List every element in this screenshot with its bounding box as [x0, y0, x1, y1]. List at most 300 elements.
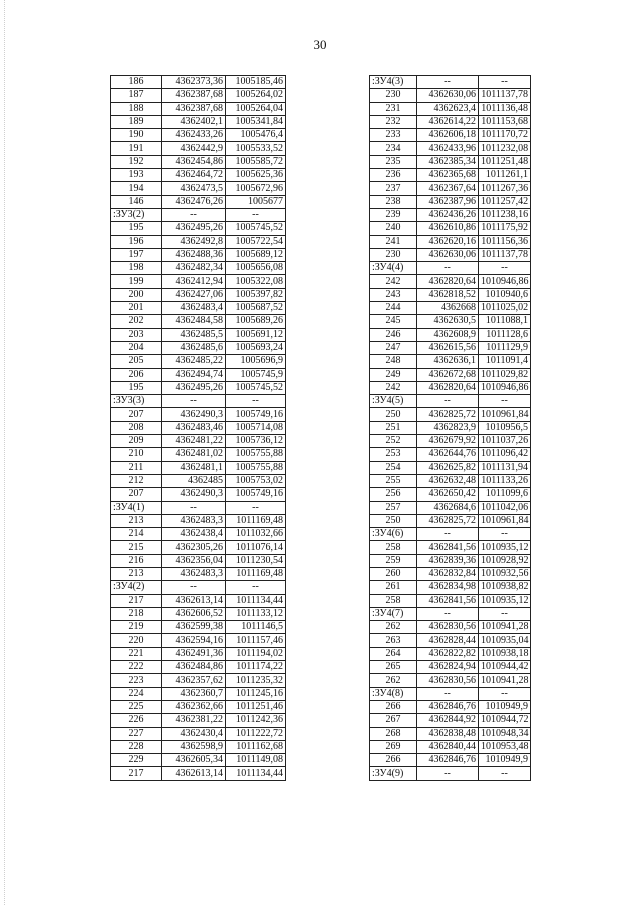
x-coordinate-cell: 4362828,44 [417, 634, 479, 647]
table-row [370, 435, 531, 448]
x-coordinate-cell: 4362484,58 [162, 315, 226, 328]
y-coordinate-cell: 1011169,48 [226, 567, 286, 580]
table-row [111, 89, 286, 102]
y-coordinate-cell: 1005397,82 [226, 288, 286, 301]
table-row [370, 621, 531, 634]
table-row [111, 488, 286, 501]
scan-edge-artifact [4, 0, 6, 905]
table-row [111, 754, 286, 767]
x-coordinate-cell: 4362485,5 [162, 328, 226, 341]
point-number-cell: :ЗУ4(7) [370, 607, 417, 620]
x-coordinate-cell: 4362483,4 [162, 302, 226, 315]
point-number-cell: 269 [370, 740, 417, 753]
x-coordinate-cell: 4362623,4 [417, 102, 479, 115]
x-coordinate-cell: 4362488,36 [162, 248, 226, 261]
x-coordinate-cell: 4362494,74 [162, 368, 226, 381]
table-row [111, 714, 286, 727]
point-number-cell: :ЗУ3(2) [111, 208, 162, 221]
table-row [111, 341, 286, 354]
x-coordinate-cell: 4362846,76 [417, 754, 479, 767]
y-coordinate-cell: 1011261,1 [479, 169, 531, 182]
table-row [111, 248, 286, 261]
y-coordinate-cell: 1011238,16 [479, 208, 531, 221]
y-coordinate-cell: -- [226, 501, 286, 514]
point-number-cell: 260 [370, 567, 417, 580]
table-row [370, 155, 531, 168]
y-coordinate-cell: 1010948,34 [479, 727, 531, 740]
point-number-cell: :ЗУ4(4) [370, 262, 417, 275]
table-row [111, 315, 286, 328]
x-coordinate-cell: 4362830,56 [417, 621, 479, 634]
x-coordinate-cell: 4362402,1 [162, 115, 226, 128]
point-number-cell: 232 [370, 115, 417, 128]
point-number-cell: 194 [111, 182, 162, 195]
point-number-cell: 237 [370, 182, 417, 195]
x-coordinate-cell: 4362846,76 [417, 700, 479, 713]
y-coordinate-cell: 1011257,42 [479, 195, 531, 208]
table-row [111, 169, 286, 182]
y-coordinate-cell: 1011156,36 [479, 235, 531, 248]
y-coordinate-cell: 1010944,72 [479, 714, 531, 727]
y-coordinate-cell: 1005745,52 [226, 381, 286, 394]
point-number-cell: 195 [111, 222, 162, 235]
y-coordinate-cell: 1011175,92 [479, 222, 531, 235]
y-coordinate-cell: 1010949,9 [479, 754, 531, 767]
point-number-cell: 250 [370, 408, 417, 421]
y-coordinate-cell: 1005749,16 [226, 488, 286, 501]
x-coordinate-cell: 4362841,56 [417, 541, 479, 554]
x-coordinate-cell: 4362387,68 [162, 102, 226, 115]
point-number-cell: 187 [111, 89, 162, 102]
x-coordinate-cell: 4362650,42 [417, 488, 479, 501]
table-row [370, 408, 531, 421]
y-coordinate-cell: 1010928,92 [479, 554, 531, 567]
x-coordinate-cell: 4362844,92 [417, 714, 479, 727]
table-section-row [111, 208, 286, 221]
y-coordinate-cell: 1011096,42 [479, 448, 531, 461]
x-coordinate-cell: 4362630,06 [417, 248, 479, 261]
point-number-cell: 262 [370, 621, 417, 634]
x-coordinate-cell: 4362615,56 [417, 341, 479, 354]
table-row [111, 767, 286, 780]
point-number-cell: 196 [111, 235, 162, 248]
y-coordinate-cell: 1011162,68 [226, 740, 286, 753]
y-coordinate-cell: 1005753,02 [226, 474, 286, 487]
x-coordinate-cell: 4362387,68 [162, 89, 226, 102]
table-row [370, 740, 531, 753]
table-row [111, 421, 286, 434]
table-row [111, 435, 286, 448]
x-coordinate-cell: 4362841,56 [417, 594, 479, 607]
table-row [370, 129, 531, 142]
x-coordinate-cell: 4362834,98 [417, 581, 479, 594]
point-number-cell: 247 [370, 341, 417, 354]
table-row [111, 554, 286, 567]
x-coordinate-cell: 4362644,76 [417, 448, 479, 461]
y-coordinate-cell: 1011129,9 [479, 341, 531, 354]
x-coordinate-cell: 4362305,26 [162, 541, 226, 554]
y-coordinate-cell: 1011222,72 [226, 727, 286, 740]
coordinates-table-left [110, 75, 286, 781]
table-row [111, 381, 286, 394]
table-row [111, 607, 286, 620]
x-coordinate-cell: 4362483,3 [162, 514, 226, 527]
table-row [111, 408, 286, 421]
point-number-cell: 229 [111, 754, 162, 767]
table-section-row [370, 262, 531, 275]
point-number-cell: 215 [111, 541, 162, 554]
point-number-cell: 240 [370, 222, 417, 235]
y-coordinate-cell: 1011131,94 [479, 461, 531, 474]
y-coordinate-cell: 1010956,5 [479, 421, 531, 434]
y-coordinate-cell: 1011245,16 [226, 687, 286, 700]
table-section-row [111, 581, 286, 594]
table-row [370, 368, 531, 381]
x-coordinate-cell: 4362832,84 [417, 567, 479, 580]
table-section-row [370, 607, 531, 620]
point-number-cell: 218 [111, 607, 162, 620]
y-coordinate-cell: 1005687,52 [226, 302, 286, 315]
x-coordinate-cell: 4362436,26 [417, 208, 479, 221]
y-coordinate-cell: 1010935,12 [479, 594, 531, 607]
point-number-cell: 262 [370, 674, 417, 687]
x-coordinate-cell: 4362672,68 [417, 368, 479, 381]
table-row [111, 76, 286, 89]
table-row [111, 262, 286, 275]
table-section-row [370, 76, 531, 89]
x-coordinate-cell: 4362387,96 [417, 195, 479, 208]
x-coordinate-cell: 4362360,7 [162, 687, 226, 700]
point-number-cell: 242 [370, 381, 417, 394]
table-row [111, 222, 286, 235]
y-coordinate-cell: -- [479, 262, 531, 275]
table-row [370, 328, 531, 341]
point-number-cell: 234 [370, 142, 417, 155]
y-coordinate-cell: 1010961,84 [479, 514, 531, 527]
point-number-cell: 208 [111, 421, 162, 434]
x-coordinate-cell: 4362464,72 [162, 169, 226, 182]
x-coordinate-cell: 4362824,94 [417, 661, 479, 674]
point-number-cell: 222 [111, 661, 162, 674]
x-coordinate-cell: 4362412,94 [162, 275, 226, 288]
table-row [111, 182, 286, 195]
table-row [370, 142, 531, 155]
point-number-cell: 257 [370, 501, 417, 514]
y-coordinate-cell: 1005322,08 [226, 275, 286, 288]
x-coordinate-cell: 4362483,46 [162, 421, 226, 434]
x-coordinate-cell: 4362668 [417, 302, 479, 315]
y-coordinate-cell: 1005736,12 [226, 435, 286, 448]
x-coordinate-cell: 4362485 [162, 474, 226, 487]
y-coordinate-cell: 1011232,08 [479, 142, 531, 155]
point-number-cell: 263 [370, 634, 417, 647]
table-row [111, 740, 286, 753]
y-coordinate-cell: 1011174,22 [226, 661, 286, 674]
x-coordinate-cell: 4362485,22 [162, 355, 226, 368]
table-row [370, 541, 531, 554]
point-number-cell: 197 [111, 248, 162, 261]
x-coordinate-cell: 4362490,3 [162, 408, 226, 421]
table-row [370, 421, 531, 434]
table-row [370, 474, 531, 487]
y-coordinate-cell: 1011134,44 [226, 594, 286, 607]
table-row [111, 368, 286, 381]
x-coordinate-cell: 4362825,72 [417, 514, 479, 527]
point-number-cell: 207 [111, 408, 162, 421]
point-number-cell: :ЗУ4(8) [370, 687, 417, 700]
table-row [111, 129, 286, 142]
point-number-cell: 264 [370, 647, 417, 660]
table-row [111, 288, 286, 301]
table-row [111, 727, 286, 740]
point-number-cell: 189 [111, 115, 162, 128]
y-coordinate-cell: 1011137,78 [479, 89, 531, 102]
x-coordinate-cell: 4362481,1 [162, 461, 226, 474]
y-coordinate-cell: 1010949,9 [479, 700, 531, 713]
x-coordinate-cell: -- [417, 76, 479, 89]
table-row [370, 754, 531, 767]
y-coordinate-cell: -- [226, 395, 286, 408]
table-row [111, 328, 286, 341]
point-number-cell: 224 [111, 687, 162, 700]
x-coordinate-cell: 4362427,06 [162, 288, 226, 301]
point-number-cell: :ЗУ4(6) [370, 528, 417, 541]
point-number-cell: 214 [111, 528, 162, 541]
table-row [111, 275, 286, 288]
table-row [370, 275, 531, 288]
point-number-cell: 188 [111, 102, 162, 115]
table-row [370, 315, 531, 328]
x-coordinate-cell: 4362594,16 [162, 634, 226, 647]
table-row [111, 115, 286, 128]
table-row [370, 567, 531, 580]
point-number-cell: 146 [111, 195, 162, 208]
x-coordinate-cell: 4362385,34 [417, 155, 479, 168]
point-number-cell: 259 [370, 554, 417, 567]
table-row [370, 381, 531, 394]
x-coordinate-cell: 4362613,14 [162, 767, 226, 780]
y-coordinate-cell: 1011153,68 [479, 115, 531, 128]
x-coordinate-cell: 4362495,26 [162, 381, 226, 394]
point-number-cell: 236 [370, 169, 417, 182]
y-coordinate-cell: 1010961,84 [479, 408, 531, 421]
y-coordinate-cell: 1010940,6 [479, 288, 531, 301]
table-row [111, 355, 286, 368]
x-coordinate-cell: 4362484,86 [162, 661, 226, 674]
y-coordinate-cell: 1010944,42 [479, 661, 531, 674]
x-coordinate-cell: 4362679,92 [417, 435, 479, 448]
y-coordinate-cell: 1011251,48 [479, 155, 531, 168]
x-coordinate-cell: 4362599,38 [162, 621, 226, 634]
point-number-cell: 225 [111, 700, 162, 713]
y-coordinate-cell: -- [226, 581, 286, 594]
y-coordinate-cell: 1011194,02 [226, 647, 286, 660]
y-coordinate-cell: 1005714,08 [226, 421, 286, 434]
x-coordinate-cell: 4362684,6 [417, 501, 479, 514]
point-number-cell: 266 [370, 700, 417, 713]
point-number-cell: 204 [111, 341, 162, 354]
point-number-cell: 200 [111, 288, 162, 301]
table-row [370, 248, 531, 261]
y-coordinate-cell: 1005677 [226, 195, 286, 208]
point-number-cell: 193 [111, 169, 162, 182]
table-row [370, 182, 531, 195]
table-row [370, 288, 531, 301]
y-coordinate-cell: 1011230,54 [226, 554, 286, 567]
point-number-cell: 230 [370, 89, 417, 102]
x-coordinate-cell: 4362606,18 [417, 129, 479, 142]
x-coordinate-cell: 4362454,86 [162, 155, 226, 168]
table-row [370, 355, 531, 368]
y-coordinate-cell: 1011137,78 [479, 248, 531, 261]
table-row [370, 501, 531, 514]
table-row [111, 142, 286, 155]
y-coordinate-cell: 1005745,52 [226, 222, 286, 235]
point-number-cell: 242 [370, 275, 417, 288]
y-coordinate-cell: 1011169,48 [226, 514, 286, 527]
point-number-cell: 210 [111, 448, 162, 461]
point-number-cell: 266 [370, 754, 417, 767]
table-row [370, 661, 531, 674]
y-coordinate-cell: 1005185,46 [226, 76, 286, 89]
y-coordinate-cell: 1005755,88 [226, 448, 286, 461]
table-row [370, 488, 531, 501]
y-coordinate-cell: 1005476,4 [226, 129, 286, 142]
point-number-cell: 251 [370, 421, 417, 434]
point-number-cell: 217 [111, 767, 162, 780]
x-coordinate-cell: 4362357,62 [162, 674, 226, 687]
y-coordinate-cell: -- [479, 767, 531, 780]
table-row [370, 235, 531, 248]
x-coordinate-cell: 4362822,82 [417, 647, 479, 660]
y-coordinate-cell: 1011146,5 [226, 621, 286, 634]
y-coordinate-cell: 1011088,1 [479, 315, 531, 328]
y-coordinate-cell: 1005625,36 [226, 169, 286, 182]
y-coordinate-cell: 1005656,08 [226, 262, 286, 275]
x-coordinate-cell: 4362840,44 [417, 740, 479, 753]
x-coordinate-cell: -- [162, 581, 226, 594]
point-number-cell: 192 [111, 155, 162, 168]
y-coordinate-cell: -- [479, 687, 531, 700]
x-coordinate-cell: 4362362,66 [162, 700, 226, 713]
point-number-cell: 191 [111, 142, 162, 155]
point-number-cell: :ЗУ4(5) [370, 395, 417, 408]
point-number-cell: 230 [370, 248, 417, 261]
y-coordinate-cell: 1011091,4 [479, 355, 531, 368]
point-number-cell: 207 [111, 488, 162, 501]
point-number-cell: 243 [370, 288, 417, 301]
x-coordinate-cell: 4362830,56 [417, 674, 479, 687]
table-row [370, 208, 531, 221]
table-row [111, 235, 286, 248]
point-number-cell: 205 [111, 355, 162, 368]
x-coordinate-cell: 4362373,36 [162, 76, 226, 89]
y-coordinate-cell: 1011251,46 [226, 700, 286, 713]
y-coordinate-cell: 1005672,96 [226, 182, 286, 195]
y-coordinate-cell: 1005696,9 [226, 355, 286, 368]
x-coordinate-cell: -- [162, 208, 226, 221]
point-number-cell: 219 [111, 621, 162, 634]
y-coordinate-cell: -- [479, 395, 531, 408]
table-row [111, 674, 286, 687]
x-coordinate-cell: 4362632,48 [417, 474, 479, 487]
point-number-cell: :ЗУ4(3) [370, 76, 417, 89]
point-number-cell: 245 [370, 315, 417, 328]
point-number-cell: 244 [370, 302, 417, 315]
x-coordinate-cell: 4362438,4 [162, 528, 226, 541]
point-number-cell: 223 [111, 674, 162, 687]
y-coordinate-cell: 1005749,16 [226, 408, 286, 421]
table-section-row [111, 501, 286, 514]
x-coordinate-cell: -- [162, 395, 226, 408]
table-row [111, 594, 286, 607]
x-coordinate-cell: 4362476,26 [162, 195, 226, 208]
point-number-cell: 248 [370, 355, 417, 368]
point-number-cell: 249 [370, 368, 417, 381]
point-number-cell: :ЗУ4(2) [111, 581, 162, 594]
point-number-cell: 231 [370, 102, 417, 115]
point-number-cell: 252 [370, 435, 417, 448]
x-coordinate-cell: 4362625,82 [417, 461, 479, 474]
x-coordinate-cell: 4362630,5 [417, 315, 479, 328]
point-number-cell: 258 [370, 541, 417, 554]
y-coordinate-cell: 1011242,36 [226, 714, 286, 727]
y-coordinate-cell: -- [479, 528, 531, 541]
point-number-cell: 202 [111, 315, 162, 328]
x-coordinate-cell: -- [417, 767, 479, 780]
table-row [111, 528, 286, 541]
x-coordinate-cell: 4362839,36 [417, 554, 479, 567]
table-row [111, 541, 286, 554]
table-row [370, 89, 531, 102]
x-coordinate-cell: 4362820,64 [417, 381, 479, 394]
x-coordinate-cell: 4362365,68 [417, 169, 479, 182]
x-coordinate-cell: -- [417, 607, 479, 620]
table-section-row [111, 395, 286, 408]
y-coordinate-cell: 1005689,26 [226, 315, 286, 328]
y-coordinate-cell: -- [226, 208, 286, 221]
y-coordinate-cell: 1005264,02 [226, 89, 286, 102]
x-coordinate-cell: 4362605,34 [162, 754, 226, 767]
x-coordinate-cell: -- [417, 262, 479, 275]
table-row [111, 634, 286, 647]
table-row [111, 514, 286, 527]
y-coordinate-cell: 1005745,9 [226, 368, 286, 381]
y-coordinate-cell: 1011157,46 [226, 634, 286, 647]
x-coordinate-cell: 4362442,9 [162, 142, 226, 155]
point-number-cell: 195 [111, 381, 162, 394]
table-row [370, 727, 531, 740]
x-coordinate-cell: 4362606,52 [162, 607, 226, 620]
point-number-cell: 212 [111, 474, 162, 487]
point-number-cell: 253 [370, 448, 417, 461]
point-number-cell: 221 [111, 647, 162, 660]
x-coordinate-cell: -- [417, 687, 479, 700]
x-coordinate-cell: 4362482,34 [162, 262, 226, 275]
point-number-cell: 220 [111, 634, 162, 647]
point-number-cell: 211 [111, 461, 162, 474]
point-number-cell: 201 [111, 302, 162, 315]
y-coordinate-cell: 1011029,82 [479, 368, 531, 381]
table-row [370, 102, 531, 115]
point-number-cell: 228 [111, 740, 162, 753]
point-number-cell: 255 [370, 474, 417, 487]
point-number-cell: 265 [370, 661, 417, 674]
coordinates-table-right [369, 75, 531, 781]
x-coordinate-cell: -- [417, 528, 479, 541]
y-coordinate-cell: 1005264,04 [226, 102, 286, 115]
y-coordinate-cell: 1010941,28 [479, 674, 531, 687]
